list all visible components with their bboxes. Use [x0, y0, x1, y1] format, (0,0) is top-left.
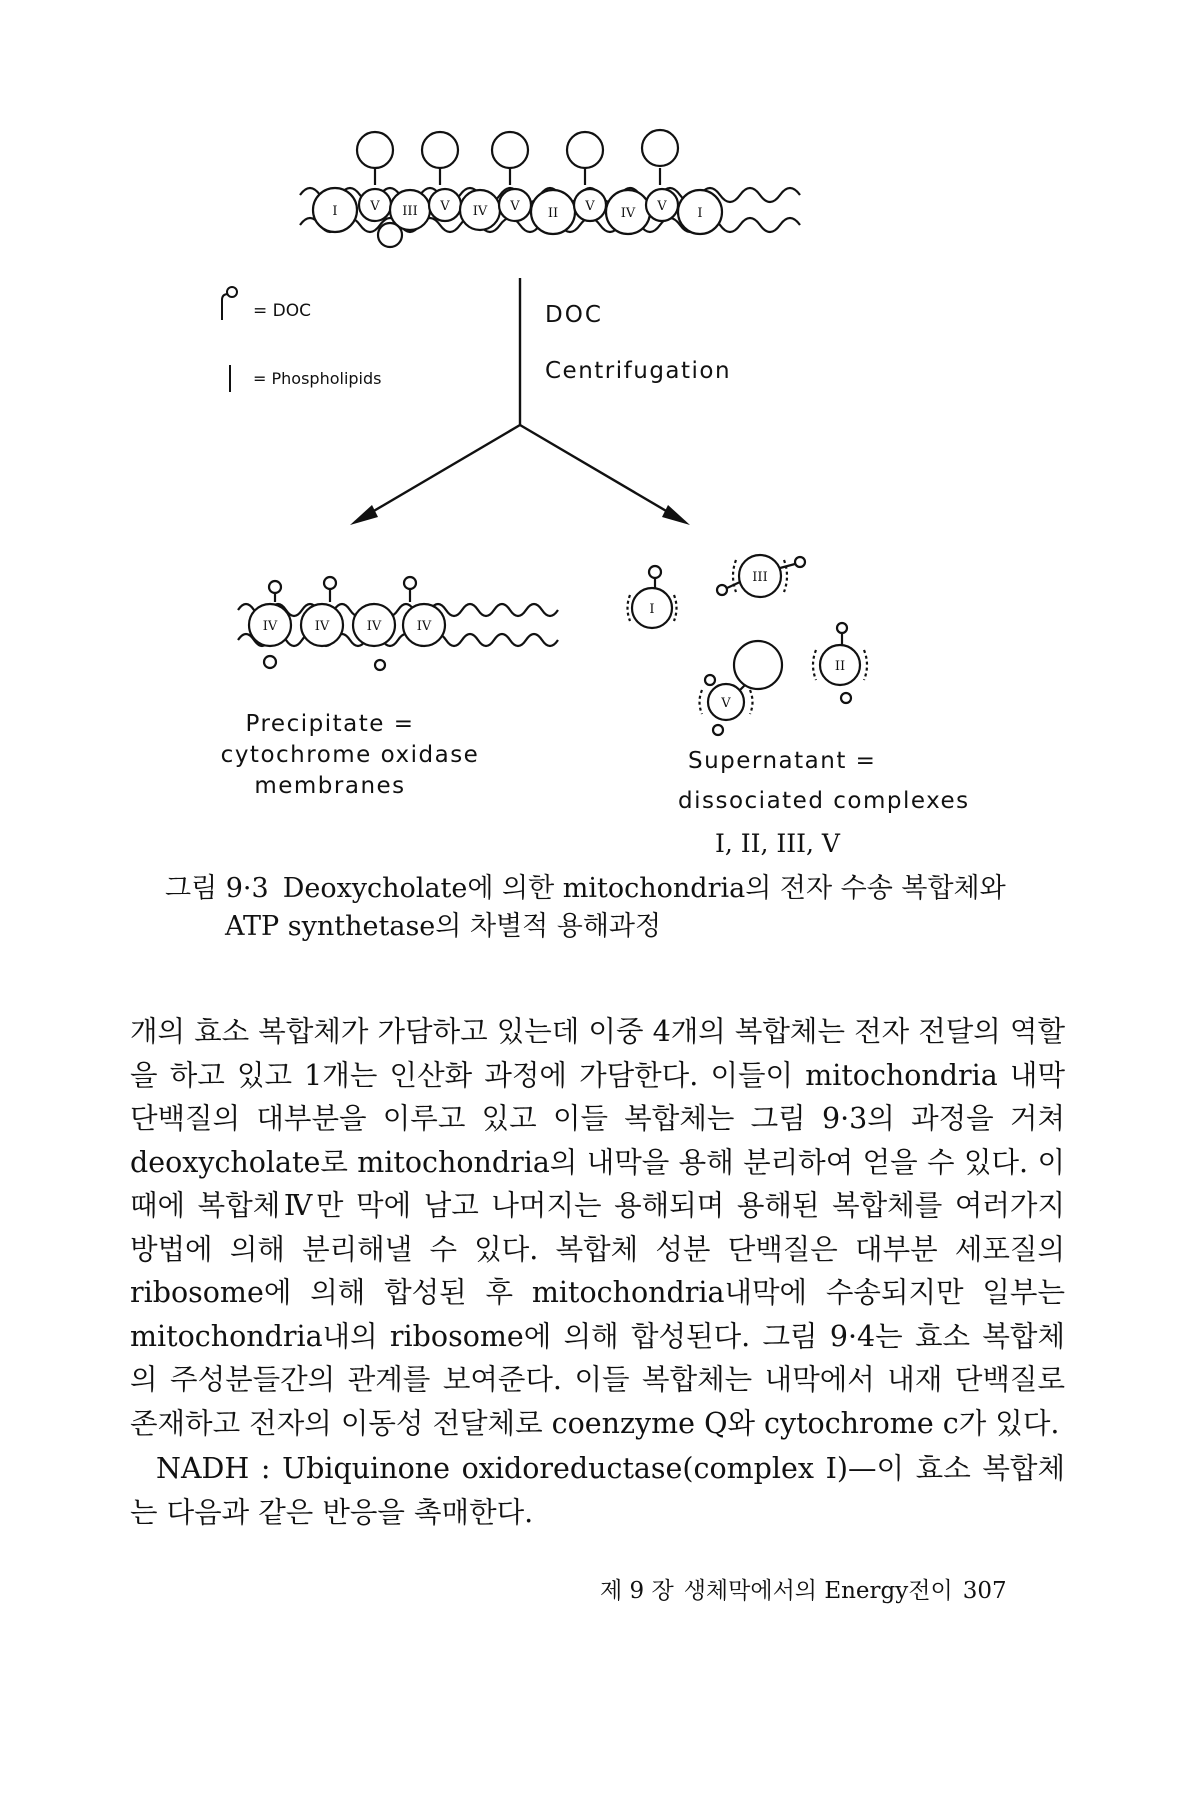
arrow-left-head-icon: [350, 505, 378, 525]
legend: [222, 287, 237, 392]
top-complex-label: V: [370, 199, 380, 214]
top-membrane: [300, 130, 800, 247]
top-complex-label: IV: [472, 204, 488, 219]
precipitate-line2: cytochrome oxidase: [220, 742, 480, 768]
footer-title: 생체막에서의 Energy전이: [683, 1578, 953, 1604]
precipitate-line3: membranes: [254, 773, 406, 799]
supernatant-line3: I, II, III, V: [715, 829, 840, 858]
body-text: [130, 1010, 1065, 1534]
centrifugation-arrows: [355, 278, 685, 522]
process-centrifugation-label: Centrifugation: [545, 358, 732, 384]
process-doc-label: DOC: [545, 302, 603, 328]
supernatant-complex-label: I: [649, 602, 655, 617]
caption-text-line1: Deoxycholate에 의한 mitochondria의 전자 수송 복합체와: [282, 873, 1006, 904]
figure-caption: [165, 870, 1065, 946]
supernatant-complexes: [628, 555, 868, 735]
top-complex-label: I: [332, 204, 338, 219]
top-complex-label: V: [657, 199, 667, 214]
supernatant-complex-label: II: [834, 659, 846, 674]
doc-symbol-icon: [222, 294, 228, 320]
page-footer: [600, 1572, 1060, 1605]
paragraph-1: 개의 효소 복합체가 가담하고 있는데 이중 4개의 복합체는 전자 전달의 역할을 하고 있고 1개는 인산화 과정에 가담한다. 이들이 mitochondria 내막 단백질의 대부분을 이루고 있고 이들 복합체는 그림 9·3의 과정을 거쳐 deoxycholate로 mitochondria의 내막을 용해 분리하여 얻을 수 있다. 이때에 복합체Ⅳ만 막에 남고 나머지는 용해되며 용해된 복합체를 여러가지 방법에 의해 분리해낼 수 있다. 복합체 성분 단백질은 대부분 세포질의 ribosome에 의해 합성된 후 mitochondria내막에 수송되지만 일부는 mitochondria내의 ribosome에 의해 합성된다. 그림 9·4는 효소 복합체의 주성분들간의 관계를 보여준다. 이들 복합체는 내막에서 내재 단백질로 존재하고 전자의 이동성 전달체로 coenzyme Q와 cytochrome c가 있다.: [130, 1015, 1065, 1440]
top-complex-label: V: [440, 199, 450, 214]
top-complex-label: III: [402, 204, 418, 219]
caption-line1: [165, 870, 1065, 908]
supernatant-line2: dissociated complexes: [678, 788, 970, 814]
supernatant-complex-label: V: [721, 696, 731, 711]
top-complex-label: I: [697, 206, 703, 221]
legend-phospholipids-label: = Phospholipids: [253, 369, 382, 388]
footer-chapter: 제 9 장: [600, 1578, 674, 1604]
top-complex-label: V: [510, 199, 520, 214]
top-complex-label: II: [547, 206, 559, 221]
precipitate-complex-label: IV: [366, 619, 382, 634]
arrow-right-head-icon: [662, 505, 690, 525]
precipitate-complex-label: IV: [416, 619, 432, 634]
supernatant-line1: Supernatant =: [688, 748, 877, 774]
top-complex-label: V: [585, 199, 595, 214]
paragraph-2: NADH : Ubiquinone oxidoreductase(complex I)—이 효소 복합체는 다음과 같은 반응을 촉매한다.: [130, 1452, 1065, 1529]
precipitate-complex-label: IV: [262, 619, 278, 634]
precipitate-membrane: [238, 577, 558, 670]
supernatant-complex-label: III: [752, 570, 768, 585]
top-complex-label: IV: [620, 206, 636, 221]
legend-doc-label: = DOC: [253, 301, 311, 321]
precipitate-line1: Precipitate =: [245, 711, 415, 737]
precipitate-complex-label: IV: [314, 619, 330, 634]
page-number: 307: [962, 1578, 1007, 1604]
caption-line2: ATP synthetase의 차별적 용해과정: [225, 911, 662, 942]
caption-number: 그림 9·3: [165, 873, 269, 904]
